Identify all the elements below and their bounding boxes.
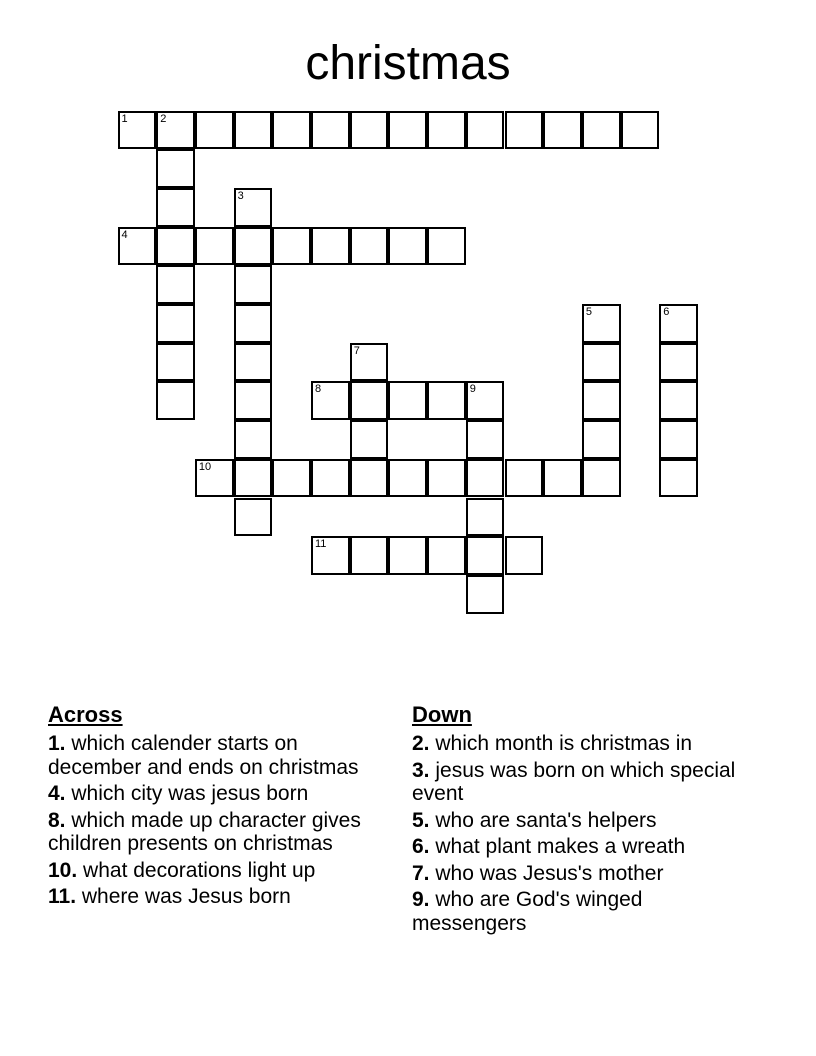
- grid-cell[interactable]: [350, 227, 389, 266]
- cell-number: 7: [353, 344, 360, 357]
- clue-number: 4.: [48, 782, 66, 805]
- clue-text: which calender starts on december and ends on christmas: [48, 732, 359, 779]
- down-heading: Down: [412, 702, 472, 727]
- clue-text: which made up character gives children presents on christmas: [48, 808, 361, 855]
- clue-down-7: [412, 862, 762, 886]
- grid-cell[interactable]: [659, 420, 698, 459]
- grid-cell[interactable]: [659, 304, 698, 343]
- grid-cell[interactable]: [234, 265, 273, 304]
- grid-cell[interactable]: [505, 459, 544, 498]
- grid-cell[interactable]: [272, 111, 311, 150]
- grid-cell[interactable]: [388, 536, 427, 575]
- cell-number: 3: [237, 189, 244, 202]
- clue-text: what decorations light up: [83, 858, 316, 882]
- grid-cell[interactable]: [427, 381, 466, 420]
- clue-text: where was Jesus born: [81, 885, 291, 908]
- grid-cell[interactable]: [466, 111, 505, 150]
- grid-cell[interactable]: [388, 111, 427, 150]
- clue-across-8: [48, 809, 368, 856]
- grid-cell[interactable]: [582, 381, 621, 420]
- grid-cell[interactable]: [466, 575, 505, 614]
- grid-cell[interactable]: [621, 111, 660, 150]
- grid-cell[interactable]: [466, 459, 505, 498]
- across-clues: [48, 702, 368, 912]
- grid-cell[interactable]: [505, 111, 544, 150]
- grid-cell[interactable]: [156, 188, 195, 227]
- clue-number: 8.: [48, 808, 66, 832]
- grid-cell[interactable]: [543, 111, 582, 150]
- across-heading: Across: [48, 702, 123, 727]
- grid-cell[interactable]: [156, 304, 195, 343]
- down-clues: [412, 702, 762, 938]
- grid-cell[interactable]: [311, 536, 350, 575]
- grid-cell[interactable]: [234, 227, 273, 266]
- grid-cell[interactable]: [466, 420, 505, 459]
- clue-across-10: [48, 859, 368, 883]
- cell-number: 6: [663, 306, 670, 318]
- clue-text: what plant makes a wreath: [435, 835, 686, 858]
- grid-cell[interactable]: [195, 227, 234, 266]
- cell-number: 9: [469, 383, 476, 396]
- cell-number: 1: [121, 112, 128, 125]
- grid-cell[interactable]: [543, 459, 582, 498]
- grid-cell[interactable]: [234, 498, 273, 537]
- grid-cell[interactable]: [350, 420, 389, 459]
- grid-cell[interactable]: [272, 227, 311, 266]
- clue-text: which month is christmas in: [435, 732, 693, 755]
- clue-number: 1.: [48, 732, 66, 755]
- clue-number: 7.: [412, 861, 430, 885]
- grid-cell[interactable]: [582, 459, 621, 498]
- grid-cell[interactable]: [427, 536, 466, 575]
- clue-down-2: [412, 732, 762, 756]
- grid-cell[interactable]: [234, 304, 273, 343]
- grid-cell[interactable]: [350, 111, 389, 150]
- grid-cell[interactable]: [659, 343, 698, 382]
- grid-cell[interactable]: [350, 536, 389, 575]
- clue-down-9: [412, 888, 762, 935]
- grid-cell[interactable]: [311, 381, 350, 420]
- grid-cell[interactable]: [466, 381, 505, 420]
- clue-text: jesus was born on which special event: [412, 758, 736, 805]
- grid-cell[interactable]: [118, 111, 157, 150]
- clue-number: 3.: [412, 758, 430, 782]
- grid-cell[interactable]: [582, 420, 621, 459]
- clue-text: who was Jesus's mother: [435, 861, 664, 885]
- grid-cell[interactable]: [156, 111, 195, 150]
- grid-cell[interactable]: [156, 265, 195, 304]
- clue-across-4: [48, 782, 368, 806]
- clue-down-6: [412, 835, 762, 859]
- grid-cell[interactable]: [427, 111, 466, 150]
- cell-number: 5: [585, 306, 593, 318]
- grid-cell[interactable]: [350, 343, 389, 382]
- clue-number: 5.: [412, 808, 430, 832]
- grid-cell[interactable]: [388, 381, 427, 420]
- grid-cell[interactable]: [234, 188, 273, 227]
- clue-number: 2.: [412, 732, 430, 755]
- cell-number: 2: [160, 112, 167, 125]
- cell-number: 11: [315, 538, 327, 551]
- grid-cell[interactable]: [582, 304, 621, 343]
- grid-cell[interactable]: [118, 227, 157, 266]
- grid-cell[interactable]: [156, 227, 195, 266]
- grid-cell[interactable]: [234, 343, 273, 382]
- grid-cell[interactable]: [272, 459, 311, 498]
- grid-cell[interactable]: [427, 227, 466, 266]
- grid-cell[interactable]: [388, 227, 427, 266]
- cell-number: 8: [315, 383, 322, 396]
- cell-number: 4: [121, 228, 128, 241]
- grid-cell[interactable]: [156, 381, 195, 420]
- cell-number: 10: [198, 460, 212, 473]
- grid-cell[interactable]: [195, 459, 234, 498]
- grid-cell[interactable]: [388, 459, 427, 498]
- clue-across-1: [48, 732, 368, 779]
- grid-cell[interactable]: [350, 381, 389, 420]
- grid-cell[interactable]: [234, 459, 273, 498]
- grid-cell[interactable]: [466, 498, 505, 537]
- grid-cell[interactable]: [505, 536, 544, 575]
- grid-cell[interactable]: [311, 111, 350, 150]
- clue-number: 11.: [48, 885, 77, 908]
- grid-cell[interactable]: [195, 111, 234, 150]
- grid-cell[interactable]: [311, 227, 350, 266]
- grid-cell[interactable]: [659, 381, 698, 420]
- clue-text: which city was jesus born: [71, 782, 309, 805]
- grid-cell[interactable]: [234, 420, 273, 459]
- clue-text: who are God's winged messengers: [412, 888, 643, 935]
- grid-cell[interactable]: [234, 381, 273, 420]
- clue-across-11: [48, 885, 368, 909]
- grid-cell[interactable]: [427, 459, 466, 498]
- grid-cell[interactable]: [582, 111, 621, 150]
- grid-cell[interactable]: [234, 111, 273, 150]
- puzzle-title: christmas: [305, 37, 511, 90]
- clue-number: 6.: [412, 835, 430, 858]
- clue-down-3: [412, 759, 762, 806]
- grid-cell[interactable]: [582, 343, 621, 382]
- grid-cell[interactable]: [156, 149, 195, 188]
- clue-number: 10.: [48, 858, 78, 882]
- grid-cell[interactable]: [466, 536, 505, 575]
- clue-number: 9.: [412, 888, 430, 911]
- grid-cell[interactable]: [659, 459, 698, 498]
- grid-cell[interactable]: [311, 459, 350, 498]
- grid-cell[interactable]: [350, 459, 389, 498]
- grid-cell[interactable]: [156, 343, 195, 382]
- clue-down-5: [412, 809, 762, 833]
- clue-text: who are santa's helpers: [435, 808, 657, 832]
